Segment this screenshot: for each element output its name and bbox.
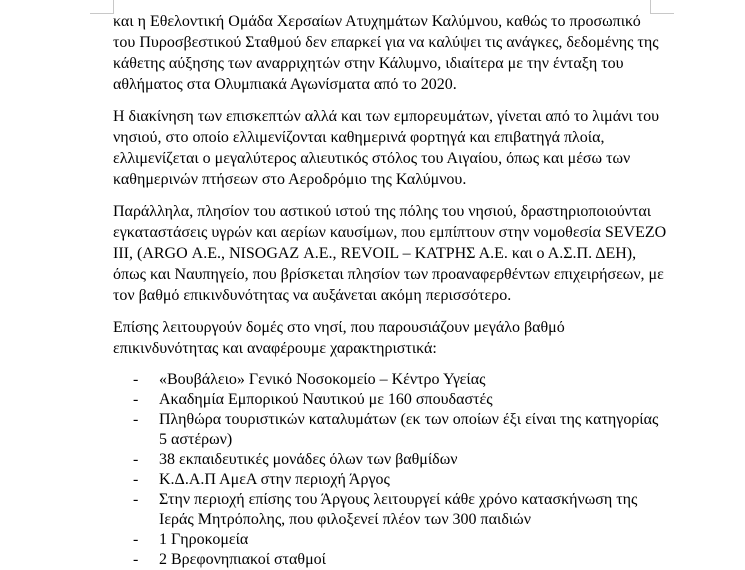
text-line: Η διακίνηση των επισκεπτών αλλά και των εμπορευμάτων, γίνεται από το λιμάνι του (113, 108, 660, 125)
text-line: αθλήματος στα Ολυμπιακά Αγωνίσματα από το 2020. (113, 76, 457, 93)
list-item-text: Στην περιοχή επίσης του Άργους λειτουργεί κάθε χρόνο κατασκήνωση της (159, 491, 638, 508)
list-item-text: 38 εκπαιδευτικές μονάδες όλων των βαθμίδων (159, 451, 458, 468)
text-line: ελλιμενίζεται ο μεγαλύτερος αλιευτικός στόλος του Αιγαίου, όπως και μέσω των (113, 150, 631, 167)
list-item (113, 370, 653, 390)
text-line: Επίσης λειτουργούν δομές στο νησί, που παρουσιάζουν μεγάλο βαθμό (113, 319, 565, 336)
list-item-text: 1 Γηροκομεία (159, 531, 249, 548)
dash-bullet-icon: - (133, 471, 139, 488)
list-item (113, 410, 659, 450)
paragraph-fuel-facilities (113, 201, 667, 306)
text-line: καθημερινών πτήσεων στο Αεροδρόμιο της Καλύμνου. (113, 171, 467, 188)
paragraph-structures-intro (113, 317, 653, 359)
list-item (113, 550, 653, 570)
text-line: όπως και Ναυπηγείο, που βρίσκεται πλησίον των προαναφερθέντων επιχειρήσεων, με (113, 266, 664, 283)
text-line: επικινδυνότητας και αναφέρουμε χαρακτηριστικά: (113, 340, 437, 357)
text-line: εγκαταστάσεις υγρών και αερίων καυσίμων, που εμπίπτουν στην νομοθεσία SEVEZO (113, 224, 667, 241)
text-line: κάθετης αύξησης των αναρριχητών στην Κάλυμνο, ιδιαίτερα με την ένταξη του (113, 55, 624, 72)
list-item-text: 2 Βρεφονηπιακοί σταθμοί (159, 551, 326, 568)
dash-bullet-icon: - (133, 391, 139, 408)
list-item-text: 5 αστέρων) (159, 431, 233, 448)
list-item (113, 390, 653, 410)
margin-crop-mark-right (650, 0, 674, 14)
structures-list (113, 370, 659, 570)
list-item (113, 530, 653, 550)
paragraph-transport (113, 106, 660, 190)
list-item-text: Ακαδημία Εμπορικού Ναυτικού με 160 σπουδαστές (159, 391, 493, 408)
dash-bullet-icon: - (133, 411, 139, 428)
text-line: και η Εθελοντική Ομάδα Χερσαίων Ατυχημάτων Καλύμνου, καθώς το προσωπικό (113, 13, 641, 30)
list-item (113, 490, 653, 530)
paragraph-rescue-team (113, 11, 659, 95)
list-item (113, 450, 653, 470)
text-line: III, (ARGO Α.Ε., NISOGAZ Α.Ε., REVOIL – ΚΑΤΡΗΣ Α.Ε. και ο Α.Σ.Π. ΔΕΗ), (113, 245, 637, 262)
margin-crop-mark-left (90, 0, 114, 14)
text-line: Παράλληλα, πλησίον του αστικού ιστού της πόλης του νησιού, δραστηριοποιούνται (113, 203, 652, 220)
text-line: του Πυροσβεστικού Σταθμού δεν επαρκεί για να καλύψει τις ανάγκες, δεδομένης της (113, 34, 659, 51)
list-item (113, 470, 653, 490)
dash-bullet-icon: - (133, 491, 139, 508)
list-item-text: Κ.Δ.Α.Π ΑμεΑ στην περιοχή Άργος (159, 471, 390, 488)
list-item-text: «Βουβάλειο» Γενικό Νοσοκομείο – Κέντρο Υγείας (159, 371, 486, 388)
text-line: τον βαθμό επικινδυνότητας να αυξάνεται ακόμη περισσότερο. (113, 287, 512, 304)
text-line: νησιού, στο οποίο ελλιμενίζονται καθημερινά φορτηγά και επιβατηγά πλοία, (113, 129, 605, 146)
dash-bullet-icon: - (133, 551, 139, 568)
dash-bullet-icon: - (133, 371, 139, 388)
list-item-text: Ιεράς Μητρόπολης, που φιλοξενεί πλέον των 300 παιδιών (159, 511, 531, 528)
dash-bullet-icon: - (133, 451, 139, 468)
document-body[interactable] (113, 11, 667, 570)
list-item-text: Πληθώρα τουριστικών καταλυμάτων (εκ των οποίων έξι είναι της κατηγορίας (159, 411, 659, 428)
dash-bullet-icon: - (133, 531, 139, 548)
